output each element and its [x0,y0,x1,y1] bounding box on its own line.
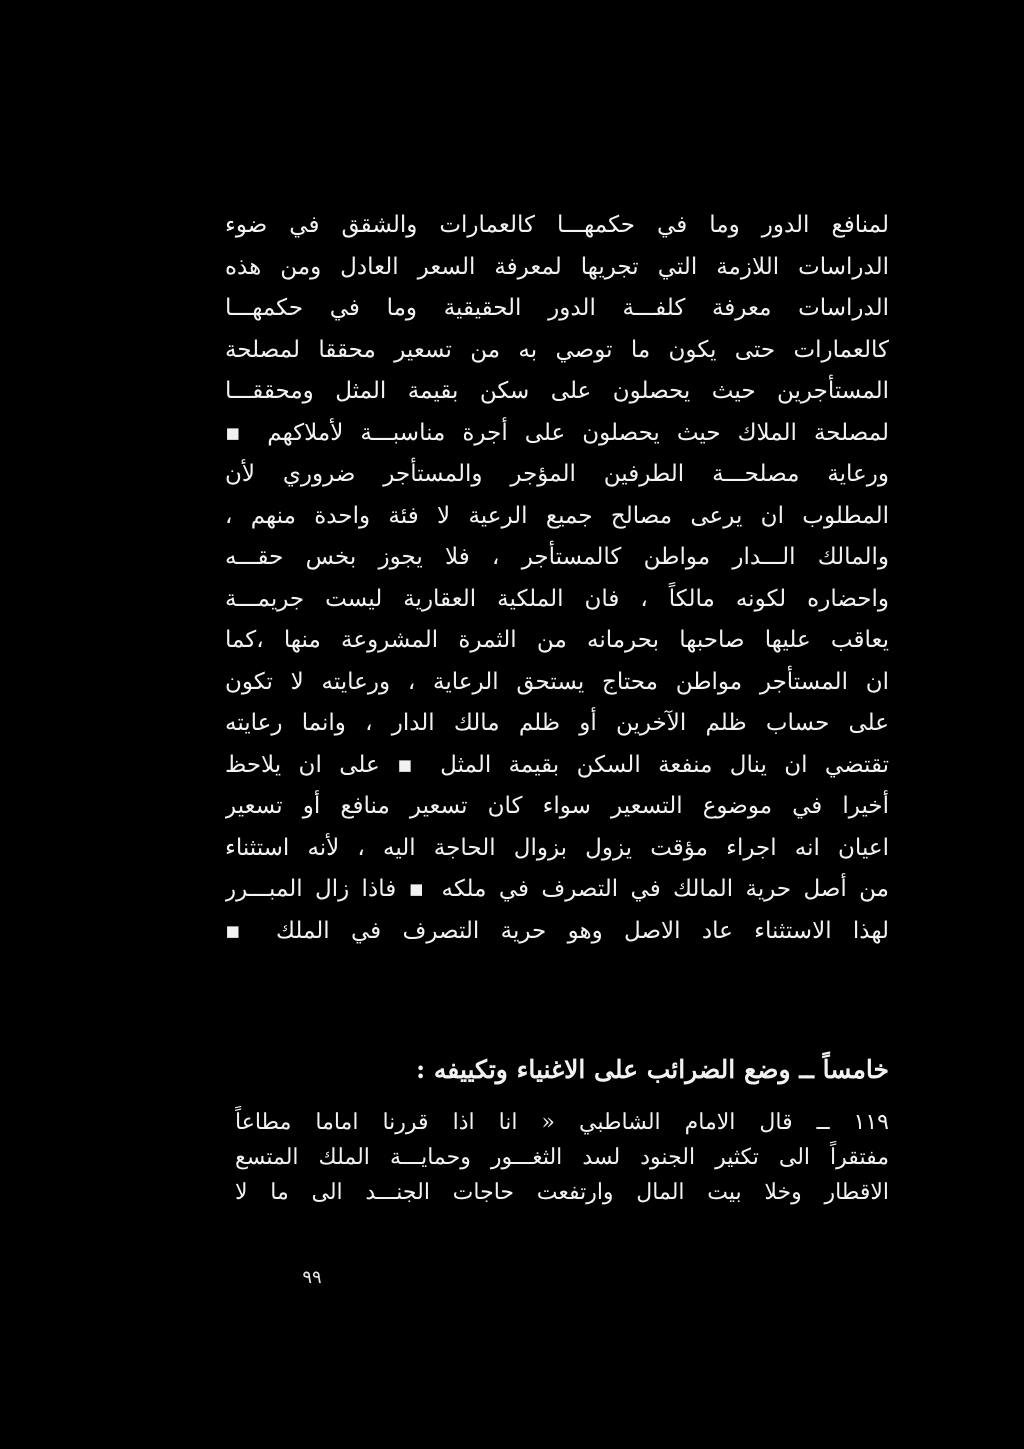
text-line: لمصلحة الملاك حيث يحصلون على أجرة مناسبـــة لأملاكهم ▪ [225,419,889,446]
text-line: الاقطار وخلا بيت المال وارتفعت حاجات الجنـــد الى ما لا [235,1180,889,1205]
text-line: المطلوب ان يرعى مصالح جميع الرعية لا فئة واحدة منهم ، [225,502,889,529]
text-line: لهذا الاستثناء عاد الاصل وهو حرية التصرف في الملك ▪ [225,917,889,944]
text-line: اعيان انه اجراء مؤقت يزول بزوال الحاجة اليه ، لأنه استثناء [225,834,889,861]
text-line: على حساب ظلم الآخرين أو ظلم مالك الدار ، وانما رعايته [225,710,889,736]
text-line: ١١٩ ــ قال الامام الشاطبي « انا اذا قررنا اماما مطاعاً [235,1110,889,1135]
text-line: والمالك الـــدار مواطن كالمستأجر ، فلا يجوز بخس حقـــه [225,544,889,570]
text-line: المستأجرين حيث يحصلون على سكن بقيمة المثل ومحققـــا [225,378,889,404]
section-heading: خامساً ــ وضع الضرائب على الاغنياء وتكييفه : [415,1055,889,1084]
page-number: ٩٩ [302,1267,322,1288]
text-line: كالعمارات حتى يكون ما توصي به من تسعير محققا لمصلحة [225,336,889,363]
text-line: الدراسات معرفة كلفـــة الدور الحقيقية وما في حكمهـــا [225,295,889,321]
numbered-paragraph [235,1105,889,1210]
text-line: من أصل حرية المالك في التصرف في ملكه ▪ فاذا زال المبـــرر [225,876,889,902]
text-line: ورعاية مصلحـــة الطرفين المؤجر والمستأجر ضروري لأن [225,461,889,487]
text-line: الدراسات اللازمة التي تجريها لمعرفة السعر العادل ومن هذه [225,253,889,280]
text-line: لمنافع الدور وما في حكمهـــا كالعمارات والشقق في ضوء [225,212,889,238]
text-line: أخيرا في موضوع التسعير سواء كان تسعير منافع أو تسعير [225,793,889,819]
text-line: مفتقراً الى تكثير الجنود لسد الثغـــور وحمايـــة الملك المتسع [235,1145,889,1170]
text-line: واحضاره لكونه مالكاً ، فان الملكية العقارية ليست جريمـــة [225,585,889,612]
main-paragraph [225,205,889,952]
text-line: ان المستأجر مواطن محتاج يستحق الرعاية ، ورعايته لا تكون [225,668,889,695]
text-line: يعاقب عليها صاحبها بحرمانه من الثمرة المشروعة منها ،كما [225,627,889,653]
text-line: تقتضي ان ينال منفعة السكن بقيمة المثل ▪ على ان يلاحظ [225,751,889,778]
